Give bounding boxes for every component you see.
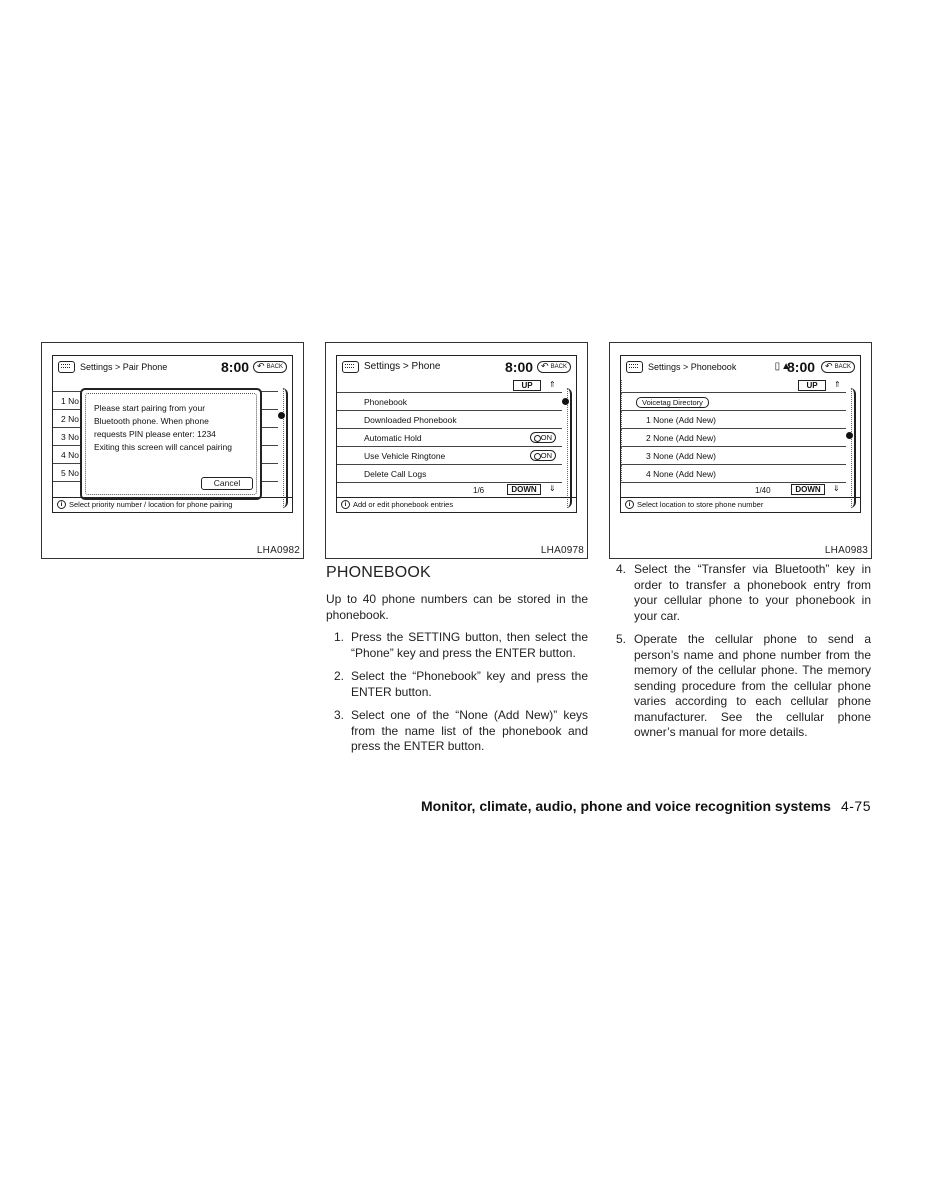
status-text: Select priority number / location for phone pairing: [69, 500, 233, 509]
signal-icon: ▯▲: [774, 361, 792, 372]
back-button[interactable]: ↶ BACK: [537, 361, 571, 373]
info-icon: i: [341, 500, 350, 509]
screen-phone-settings: [336, 355, 577, 513]
chevron-down-icon: ⇓: [833, 484, 840, 493]
step-text: Select the “Transfer via Bluetooth” key in order to transfer a phonebook entry from your cellular phone to your phonebook in your car.: [634, 562, 871, 623]
step-number: 2.: [334, 669, 345, 683]
back-button[interactable]: ↶ BACK: [821, 361, 855, 373]
list-item-label: Use Vehicle Ringtone: [364, 451, 446, 461]
clock: 8:00: [221, 359, 250, 375]
breadcrumb: Settings > Phone: [364, 361, 441, 372]
menu-icon: [626, 361, 643, 373]
text-column-right: [616, 562, 871, 749]
menu-icon: [58, 361, 75, 373]
section-title: PHONEBOOK: [326, 564, 431, 581]
clock: 8:00: [787, 359, 816, 375]
step-item: [616, 632, 871, 741]
scroll-knob[interactable]: [278, 412, 285, 419]
step-item: [616, 562, 871, 624]
chapter-title: Monitor, climate, audio, phone and voice recognition systems: [421, 798, 831, 814]
list-item-label: Phonebook: [364, 397, 408, 407]
chevron-down-icon: ⇓: [549, 484, 556, 493]
down-button[interactable]: DOWN: [507, 484, 541, 495]
list-item[interactable]: 1 None (Add New): [621, 411, 846, 429]
screen-header: [621, 356, 860, 380]
step-item: [326, 708, 588, 755]
screen-phonebook: [620, 355, 861, 513]
list-item-label: Downloaded Phonebook: [364, 415, 457, 425]
toggle-switch[interactable]: ON: [530, 450, 556, 461]
list-item[interactable]: 2 No: [53, 410, 278, 428]
step-number: 3.: [334, 708, 345, 722]
scroll-knob[interactable]: [846, 432, 853, 439]
status-text: Add or edit phonebook entries: [353, 500, 454, 509]
text-column-left: [326, 562, 588, 763]
scrollbar[interactable]: [850, 388, 856, 508]
status-bar: [337, 497, 576, 512]
list-item[interactable]: 4 None (Add New): [621, 465, 846, 483]
list-item[interactable]: [337, 465, 562, 483]
voicetag-row: [621, 393, 846, 411]
list-item-label: Automatic Hold: [364, 433, 422, 443]
voicetag-directory-button[interactable]: Voicetag Directory: [636, 397, 709, 408]
dialog-line: Please start pairing from your: [94, 403, 206, 413]
dialog-line: requests PIN please enter: 1234: [94, 429, 216, 439]
up-button[interactable]: UP: [513, 380, 541, 391]
list-row-top: [337, 380, 562, 393]
page-footer: [421, 798, 871, 814]
intro-paragraph: Up to 40 phone numbers can be stored in the phonebook.: [326, 592, 588, 622]
list-row-top: [621, 380, 846, 393]
breadcrumb: Settings > Phonebook: [648, 362, 737, 372]
step-item: [326, 630, 588, 661]
dialog-line: Exiting this screen will cancel pairing: [94, 442, 232, 452]
pairing-dialog: [80, 388, 262, 500]
step-text: Select one of the “None (Add New)” keys from the name list of the phonebook and press the ENTER button.: [351, 708, 588, 753]
step-number: 5.: [616, 632, 627, 646]
figure-phonebook: [609, 342, 872, 559]
figure-phone-settings: [325, 342, 588, 559]
list-item[interactable]: 5 No: [53, 464, 278, 482]
down-button[interactable]: DOWN: [791, 484, 825, 495]
breadcrumb: Settings > Pair Phone: [80, 362, 168, 372]
dialog-message: [94, 402, 259, 454]
info-icon: i: [625, 500, 634, 509]
dialog-line: Bluetooth phone. When phone: [94, 416, 209, 426]
scrollbar[interactable]: [282, 388, 288, 508]
clock: 8:00: [505, 359, 534, 375]
list-item[interactable]: 4 No: [53, 446, 278, 464]
figure-code: LHA0982: [256, 545, 300, 556]
scrollbar[interactable]: [566, 388, 572, 508]
status-bar: [53, 497, 292, 512]
list-item[interactable]: 3 None (Add New): [621, 447, 846, 465]
list-item[interactable]: [337, 393, 562, 411]
list-item[interactable]: 3 No: [53, 428, 278, 446]
screen-header: [53, 356, 292, 380]
info-icon: i: [57, 500, 66, 509]
screen-pair-phone: [52, 355, 293, 513]
list-item[interactable]: 1 No: [53, 392, 278, 410]
status-text: Select location to store phone number: [637, 500, 764, 509]
list-item-label: Delete Call Logs: [364, 469, 427, 479]
step-number: 4.: [616, 562, 627, 576]
figure-pair-phone: [41, 342, 304, 559]
page-indicator: 1/6: [473, 486, 485, 495]
status-bar: [621, 497, 860, 512]
figure-code: LHA0983: [824, 545, 868, 556]
figure-code: LHA0978: [540, 545, 584, 556]
page-indicator: 1/40: [755, 486, 771, 495]
list-item[interactable]: [337, 411, 562, 429]
chevron-up-icon: ⇑: [834, 380, 841, 389]
page-number: 4-75: [840, 798, 871, 814]
step-text: Select the “Phonebook” key and press the ENTER button.: [351, 669, 588, 699]
cancel-button[interactable]: Cancel: [201, 477, 253, 490]
step-item: [326, 669, 588, 700]
screen-header: [337, 356, 576, 380]
back-button[interactable]: ↶ BACK: [253, 361, 287, 373]
list-item[interactable]: 2 None (Add New): [621, 429, 846, 447]
step-text: Operate the cellular phone to send a person’s name and phone number from the memory of the cellular phone. The memory sending procedure from the cellular phone varies according to each cellular phone manufacturer. See the cellular phone owner’s manual for more details.: [634, 632, 871, 739]
scroll-knob[interactable]: [562, 398, 569, 405]
up-button[interactable]: UP: [798, 380, 826, 391]
step-number: 1.: [334, 630, 345, 644]
chevron-up-icon: ⇑: [549, 380, 556, 389]
toggle-switch[interactable]: ON: [530, 432, 556, 443]
menu-icon: [342, 361, 359, 373]
list-item[interactable]: [337, 429, 562, 447]
list-item[interactable]: [337, 447, 562, 465]
step-text: Press the SETTING button, then select the “Phone” key and press the ENTER button.: [351, 630, 588, 660]
